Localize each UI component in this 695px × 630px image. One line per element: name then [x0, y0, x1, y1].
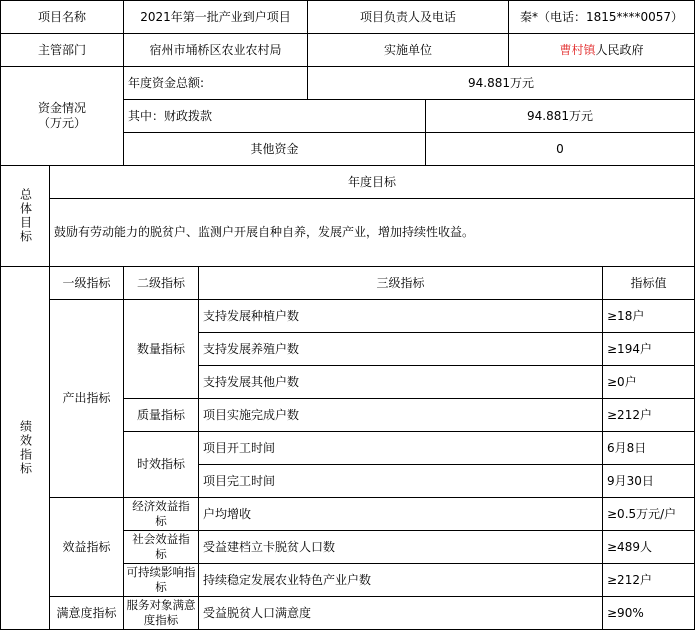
goal-title: 年度目标 — [50, 166, 695, 199]
impl-value — [509, 34, 695, 67]
dept-label: 主管部门 — [0, 34, 124, 67]
header-value: 指标值 — [603, 267, 695, 300]
impl-label: 实施单位 — [308, 34, 509, 67]
funds-other-label: 其他资金 — [124, 133, 426, 166]
impl-suffix: 人民政府 — [595, 42, 644, 57]
funds-fiscal-value: 94.881万元 — [426, 100, 695, 133]
level3-row: 支持发展养殖户数 — [199, 333, 603, 366]
level2-quality: 质量指标 — [124, 399, 199, 432]
level1-satisfaction: 满意度指标 — [50, 597, 124, 630]
funds-label-line2: （万元） — [37, 116, 86, 130]
impl-town: 曹村镇 — [559, 42, 596, 57]
level3-row: 户均增收 — [199, 498, 603, 531]
funds-label-line1: 资金情况 — [37, 101, 86, 115]
value-cell: ≥90% — [603, 597, 695, 630]
project-name-label: 项目名称 — [0, 0, 124, 34]
dept-value: 宿州市埇桥区农业农村局 — [124, 34, 308, 67]
value-cell: ≥489人 — [603, 531, 695, 564]
value-cell: 6月8日 — [603, 432, 695, 465]
value-cell: ≥212户 — [603, 564, 695, 597]
goal-side-label — [0, 166, 50, 267]
header-level3: 三级指标 — [199, 267, 603, 300]
level3-row: 受益脱贫人口满意度 — [199, 597, 603, 630]
level2-economic: 经济效益指标 — [124, 498, 199, 531]
goal-text: 鼓励有劳动能力的脱贫户、监测户开展自种自养，发展产业，增加持续性收益。 — [50, 199, 695, 267]
value-cell: 9月30日 — [603, 465, 695, 498]
level1-benefit: 效益指标 — [50, 498, 124, 597]
perf-side-text: 绩效指标 — [18, 420, 33, 476]
level3-row: 项目完工时间 — [199, 465, 603, 498]
project-name-value: 2021年第一批产业到户项目 — [124, 0, 308, 34]
value-cell: ≥0户 — [603, 366, 695, 399]
funds-label — [0, 67, 124, 166]
level2-timeliness: 时效指标 — [124, 432, 199, 498]
goal-side-text: 总体目标 — [18, 188, 33, 244]
level3-row: 支持发展种植户数 — [199, 300, 603, 333]
value-cell: ≥0.5万元/户 — [603, 498, 695, 531]
level2-quantity: 数量指标 — [124, 300, 199, 399]
funds-fiscal-label: 其中：财政拨款 — [124, 100, 426, 133]
value-cell: ≥194户 — [603, 333, 695, 366]
funds-other-value: 0 — [426, 133, 695, 166]
level3-row: 持续稳定发展农业特色产业户数 — [199, 564, 603, 597]
header-level1: 一级指标 — [50, 267, 124, 300]
value-cell: ≥212户 — [603, 399, 695, 432]
funds-total-value: 94.881万元 — [308, 67, 695, 100]
level2-social: 社会效益指标 — [124, 531, 199, 564]
manager-value: 秦*（电话：1815****0057） — [509, 0, 695, 34]
level3-row: 项目实施完成户数 — [199, 399, 603, 432]
level3-row: 支持发展其他户数 — [199, 366, 603, 399]
funds-total-label: 年度资金总额: — [124, 67, 308, 100]
perf-side-label — [0, 267, 50, 630]
level1-output: 产出指标 — [50, 300, 124, 498]
header-level2: 二级指标 — [124, 267, 199, 300]
level2-service: 服务对象满意度指标 — [124, 597, 199, 630]
level3-row: 受益建档立卡脱贫人口数 — [199, 531, 603, 564]
level2-sustain: 可持续影响指标 — [124, 564, 199, 597]
level3-row: 项目开工时间 — [199, 432, 603, 465]
value-cell: ≥18户 — [603, 300, 695, 333]
manager-label: 项目负责人及电话 — [308, 0, 509, 34]
